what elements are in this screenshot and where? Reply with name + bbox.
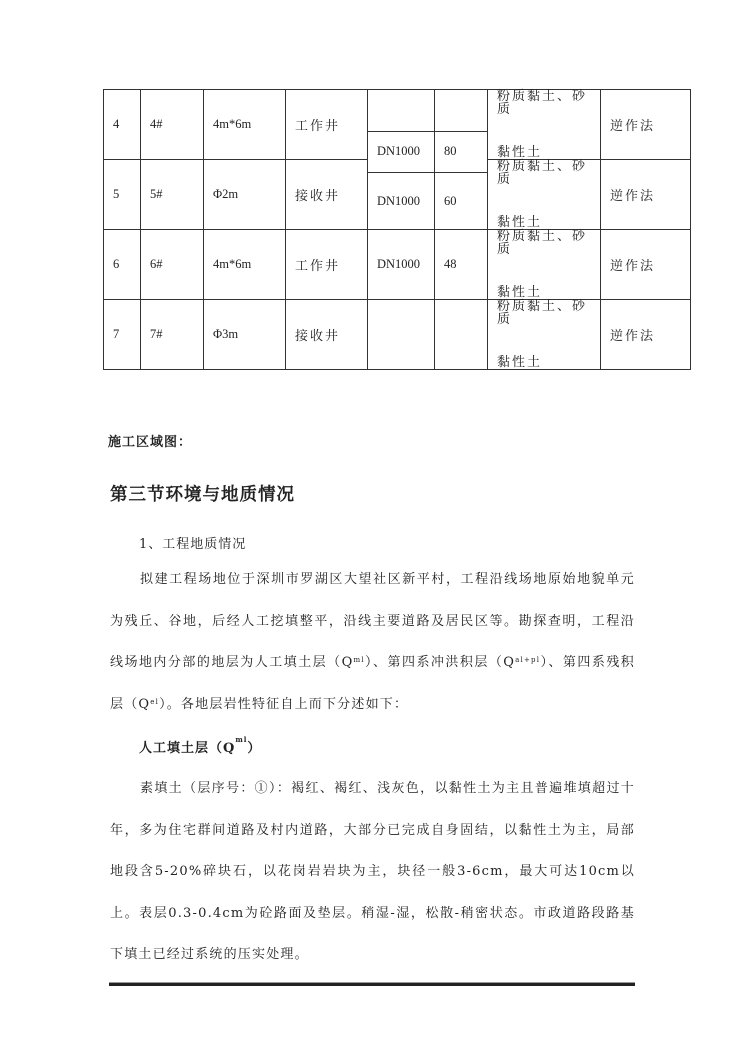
- soil-line: 粉质黏土、砂质: [497, 89, 588, 117]
- soil-line: 粉质黏土、砂质: [497, 299, 588, 327]
- cell-empty: [435, 300, 488, 370]
- cell-id: 4#: [141, 90, 204, 160]
- cell-id: 6#: [141, 230, 204, 300]
- cell-size: Φ2m: [204, 160, 286, 230]
- cell-no: 4: [104, 90, 141, 160]
- text-run: 人工填土层（Q: [139, 741, 236, 756]
- cell-size: 4m*6m: [204, 90, 286, 160]
- cell-pipe-diameter: DN1000: [368, 173, 435, 230]
- cell-pipe-diameter: DN1000: [368, 131, 435, 173]
- area-map-label: 施工区域图：: [108, 435, 193, 450]
- text-run: ）、第四系残积层（Q: [110, 655, 636, 712]
- superscript: al+pl: [515, 656, 541, 664]
- cell-pipe-length: 80: [435, 131, 488, 173]
- text-run: ）。各地层岩性特征自上而下分述如下：: [159, 696, 409, 712]
- text-run: 拟建工程场地位于深圳市罗湖区大望社区新平村，工程沿线场地原始地貌单元为残丘、谷地，后经人工挖填整平，沿线主要道路及居民区等。勘探查明，工程沿线场地内分部的地层为人工填土层（Q: [110, 572, 635, 670]
- cell-pipe-diameter: DN1000: [368, 230, 435, 300]
- cell-no: 5: [104, 160, 141, 230]
- superscript: ml: [353, 656, 365, 664]
- cell-size: 4m*6m: [204, 230, 286, 300]
- cell-id: 7#: [141, 300, 204, 370]
- soil-line: 黏性土: [497, 215, 543, 230]
- cell-no: 7: [104, 300, 141, 370]
- text-run: ）: [247, 741, 262, 756]
- table-row: [104, 90, 691, 132]
- cell-soil: [488, 300, 601, 370]
- cell-no: 6: [104, 230, 141, 300]
- soil-line: 粉质黏土、砂质: [497, 159, 588, 187]
- superscript: ml: [235, 735, 248, 744]
- shaft-table: [103, 89, 691, 370]
- paragraph-fill-soil: 素填土（层序号：①）：褐红、褐红、浅灰色，以黏性土为主且普遍堆填超过十年，多为住宅群间道路及村内道路，大部分已完成自身固结，以黏性土为主，局部地段含5-20%碎块石，以花岗岩岩块为主，块径一般3-6cm，最大可达10cm以上。表层0.3-0.4cm为砼路面及垫层。稍湿-湿，松散-稍密状态。市政道路段路基下填土已经过系统的压实处理。: [110, 781, 635, 962]
- cell-empty: [368, 90, 435, 132]
- soil-line: 黏性土: [497, 145, 543, 160]
- cell-soil: [488, 230, 601, 300]
- paragraph-geology-intro: [110, 559, 635, 725]
- cell-id: 5#: [141, 160, 204, 230]
- cell-type: 接收井: [286, 160, 368, 230]
- soil-line: 黏性土: [497, 355, 543, 370]
- fill-layer-heading: [139, 737, 261, 756]
- cell-soil: [488, 90, 601, 160]
- section-title: 第三节环境与地质情况: [110, 485, 295, 505]
- superscript: el: [150, 697, 160, 706]
- text-run: ）、第四系冲洪积层（Q: [364, 655, 516, 670]
- cell-method: 逆作法: [601, 90, 691, 160]
- cell-method: 逆作法: [601, 230, 691, 300]
- cell-type: 接收井: [286, 300, 368, 370]
- subsection-heading: 1、工程地质情况: [139, 537, 247, 552]
- soil-line: 粉质黏土、砂质: [497, 229, 588, 257]
- cell-type: 工作井: [286, 230, 368, 300]
- cell-method: 逆作法: [601, 300, 691, 370]
- cell-method: 逆作法: [601, 160, 691, 230]
- cell-empty: [368, 300, 435, 370]
- footer-rule: [109, 982, 635, 986]
- cell-size: Φ3m: [204, 300, 286, 370]
- cell-empty: [435, 90, 488, 132]
- cell-pipe-length: 60: [435, 173, 488, 230]
- soil-line: 黏性土: [497, 285, 543, 300]
- cell-type: 工作井: [286, 90, 368, 160]
- cell-pipe-length: 48: [435, 230, 488, 300]
- cell-soil: [488, 160, 601, 230]
